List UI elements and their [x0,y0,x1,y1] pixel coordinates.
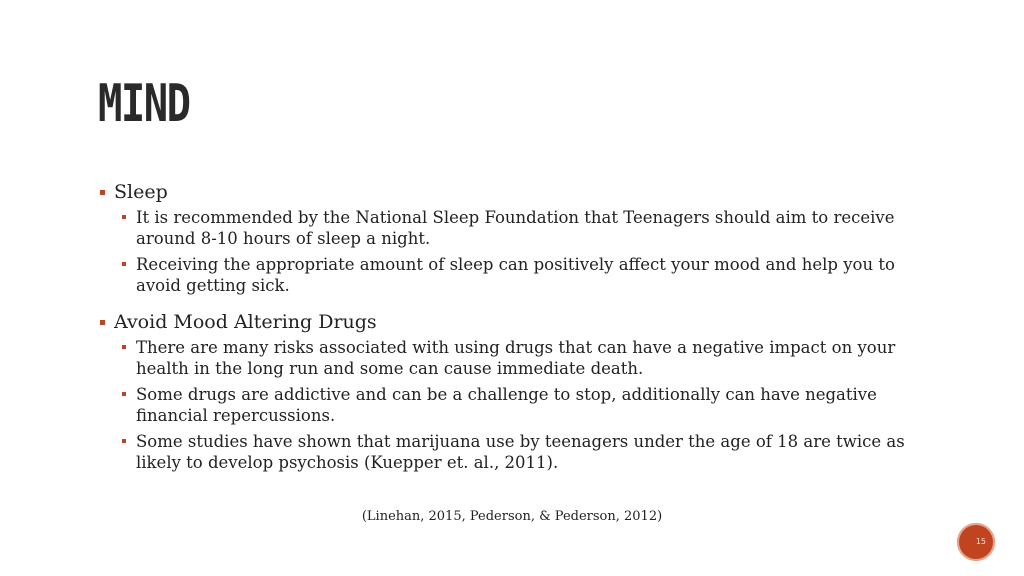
slide-title: MIND [98,74,190,134]
square-bullet-icon [100,190,105,195]
list-item-text: Some studies have shown that marijuana use by teenagers under the age of 18 are twice as likely to develop psychosis (Kuepper et. al., 2011). [136,432,905,472]
citation: (Linehan, 2015, Pederson, & Pederson, 2012) [361,509,663,524]
list-item-text: There are many risks associated with using drugs that can have a negative impact on your health in the long run and some can cause immediate death. [136,338,896,378]
section-sleep [100,180,940,296]
list-item [114,207,940,249]
square-bullet-icon [122,345,126,349]
square-bullet-icon [122,439,126,443]
list-item [114,431,940,473]
slide-body [100,180,940,478]
page-number-badge [957,523,995,561]
square-bullet-icon [122,215,126,219]
square-bullet-icon [122,392,126,396]
square-bullet-icon [100,320,105,325]
sub-list [114,207,940,296]
sub-list [114,337,940,473]
list-item [114,384,940,426]
section-heading: Sleep [114,181,168,203]
page-number: 15 [975,537,986,546]
list-item [114,254,940,296]
list-item-text: It is recommended by the National Sleep Foundation that Teenagers should aim to receive around 8-10 hours of sleep a night. [136,208,895,248]
square-bullet-icon [122,262,126,266]
section-heading: Avoid Mood Altering Drugs [114,311,377,333]
list-item [114,337,940,379]
section-drugs [100,310,940,473]
list-item-text: Some drugs are addictive and can be a challenge to stop, additionally can have negative financial repercussions. [136,385,877,425]
list-item-text: Receiving the appropriate amount of sleep can positively affect your mood and help you to avoid getting sick. [136,255,895,295]
